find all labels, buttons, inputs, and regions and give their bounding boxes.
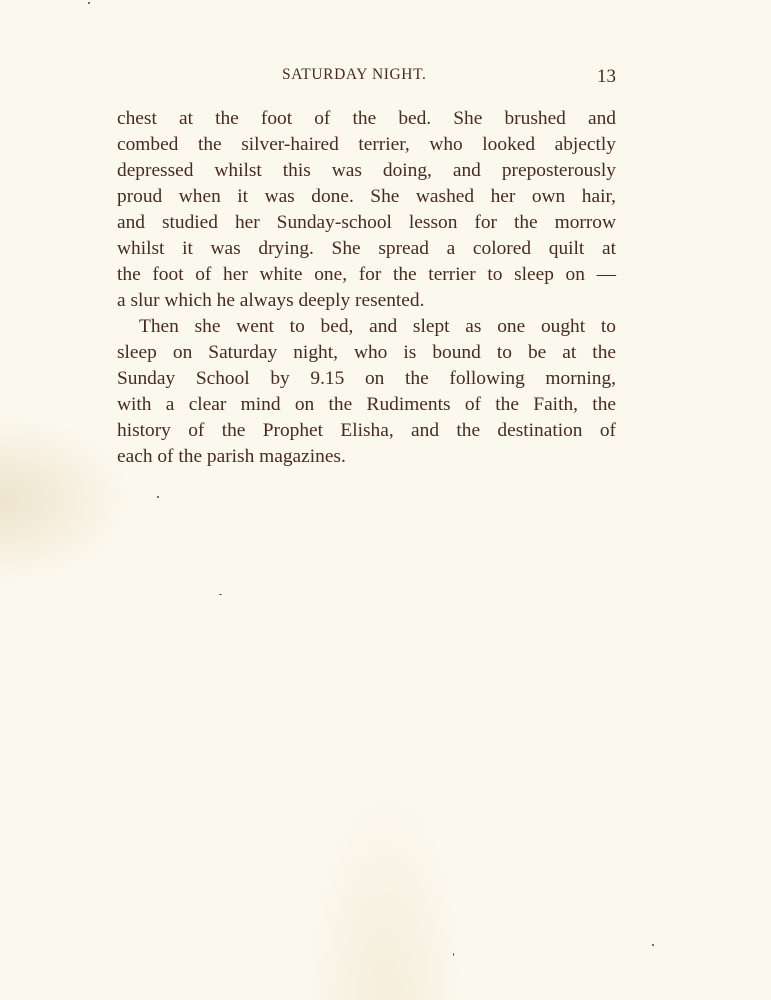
text-line: Then she went to bed, and slept as one ought to [139,316,616,337]
paper-speck [219,594,222,595]
text-line: depressed whilst this was doing, and preposterously [117,160,616,181]
text-line: history of the Prophet Elisha, and the destination of [117,420,616,441]
paragraph [117,106,616,314]
text-line: combed the silver-haired terrier, who looked abjectly [117,134,616,155]
text-line: the foot of her white one, for the terrier to sleep on — [117,264,616,285]
text-line: proud when it was done. She washed her own hair, [117,186,616,207]
paper-speck [157,496,159,498]
running-title: SATURDAY NIGHT. [282,66,427,83]
text-line: Sunday School by 9.15 on the following morning, [117,368,616,389]
paper-speck [453,953,454,956]
text-line: a slur which he always deeply resented. [117,290,425,311]
text-line: chest at the foot of the bed. She brushed and [117,108,616,129]
paragraph [117,314,616,470]
paper-speck [88,2,90,4]
body-text [117,106,616,470]
text-line: and studied her Sunday-school lesson for the morrow [117,212,616,233]
page-number: 13 [597,66,616,87]
paper-speck [652,944,654,946]
text-line: sleep on Saturday night, who is bound to be at the [117,342,616,363]
text-line: each of the parish magazines. [117,446,346,467]
text-line: whilst it was drying. She spread a colored quilt at [117,238,616,259]
running-head [118,66,616,90]
text-line: with a clear mind on the Rudiments of the Faith, the [117,394,616,415]
